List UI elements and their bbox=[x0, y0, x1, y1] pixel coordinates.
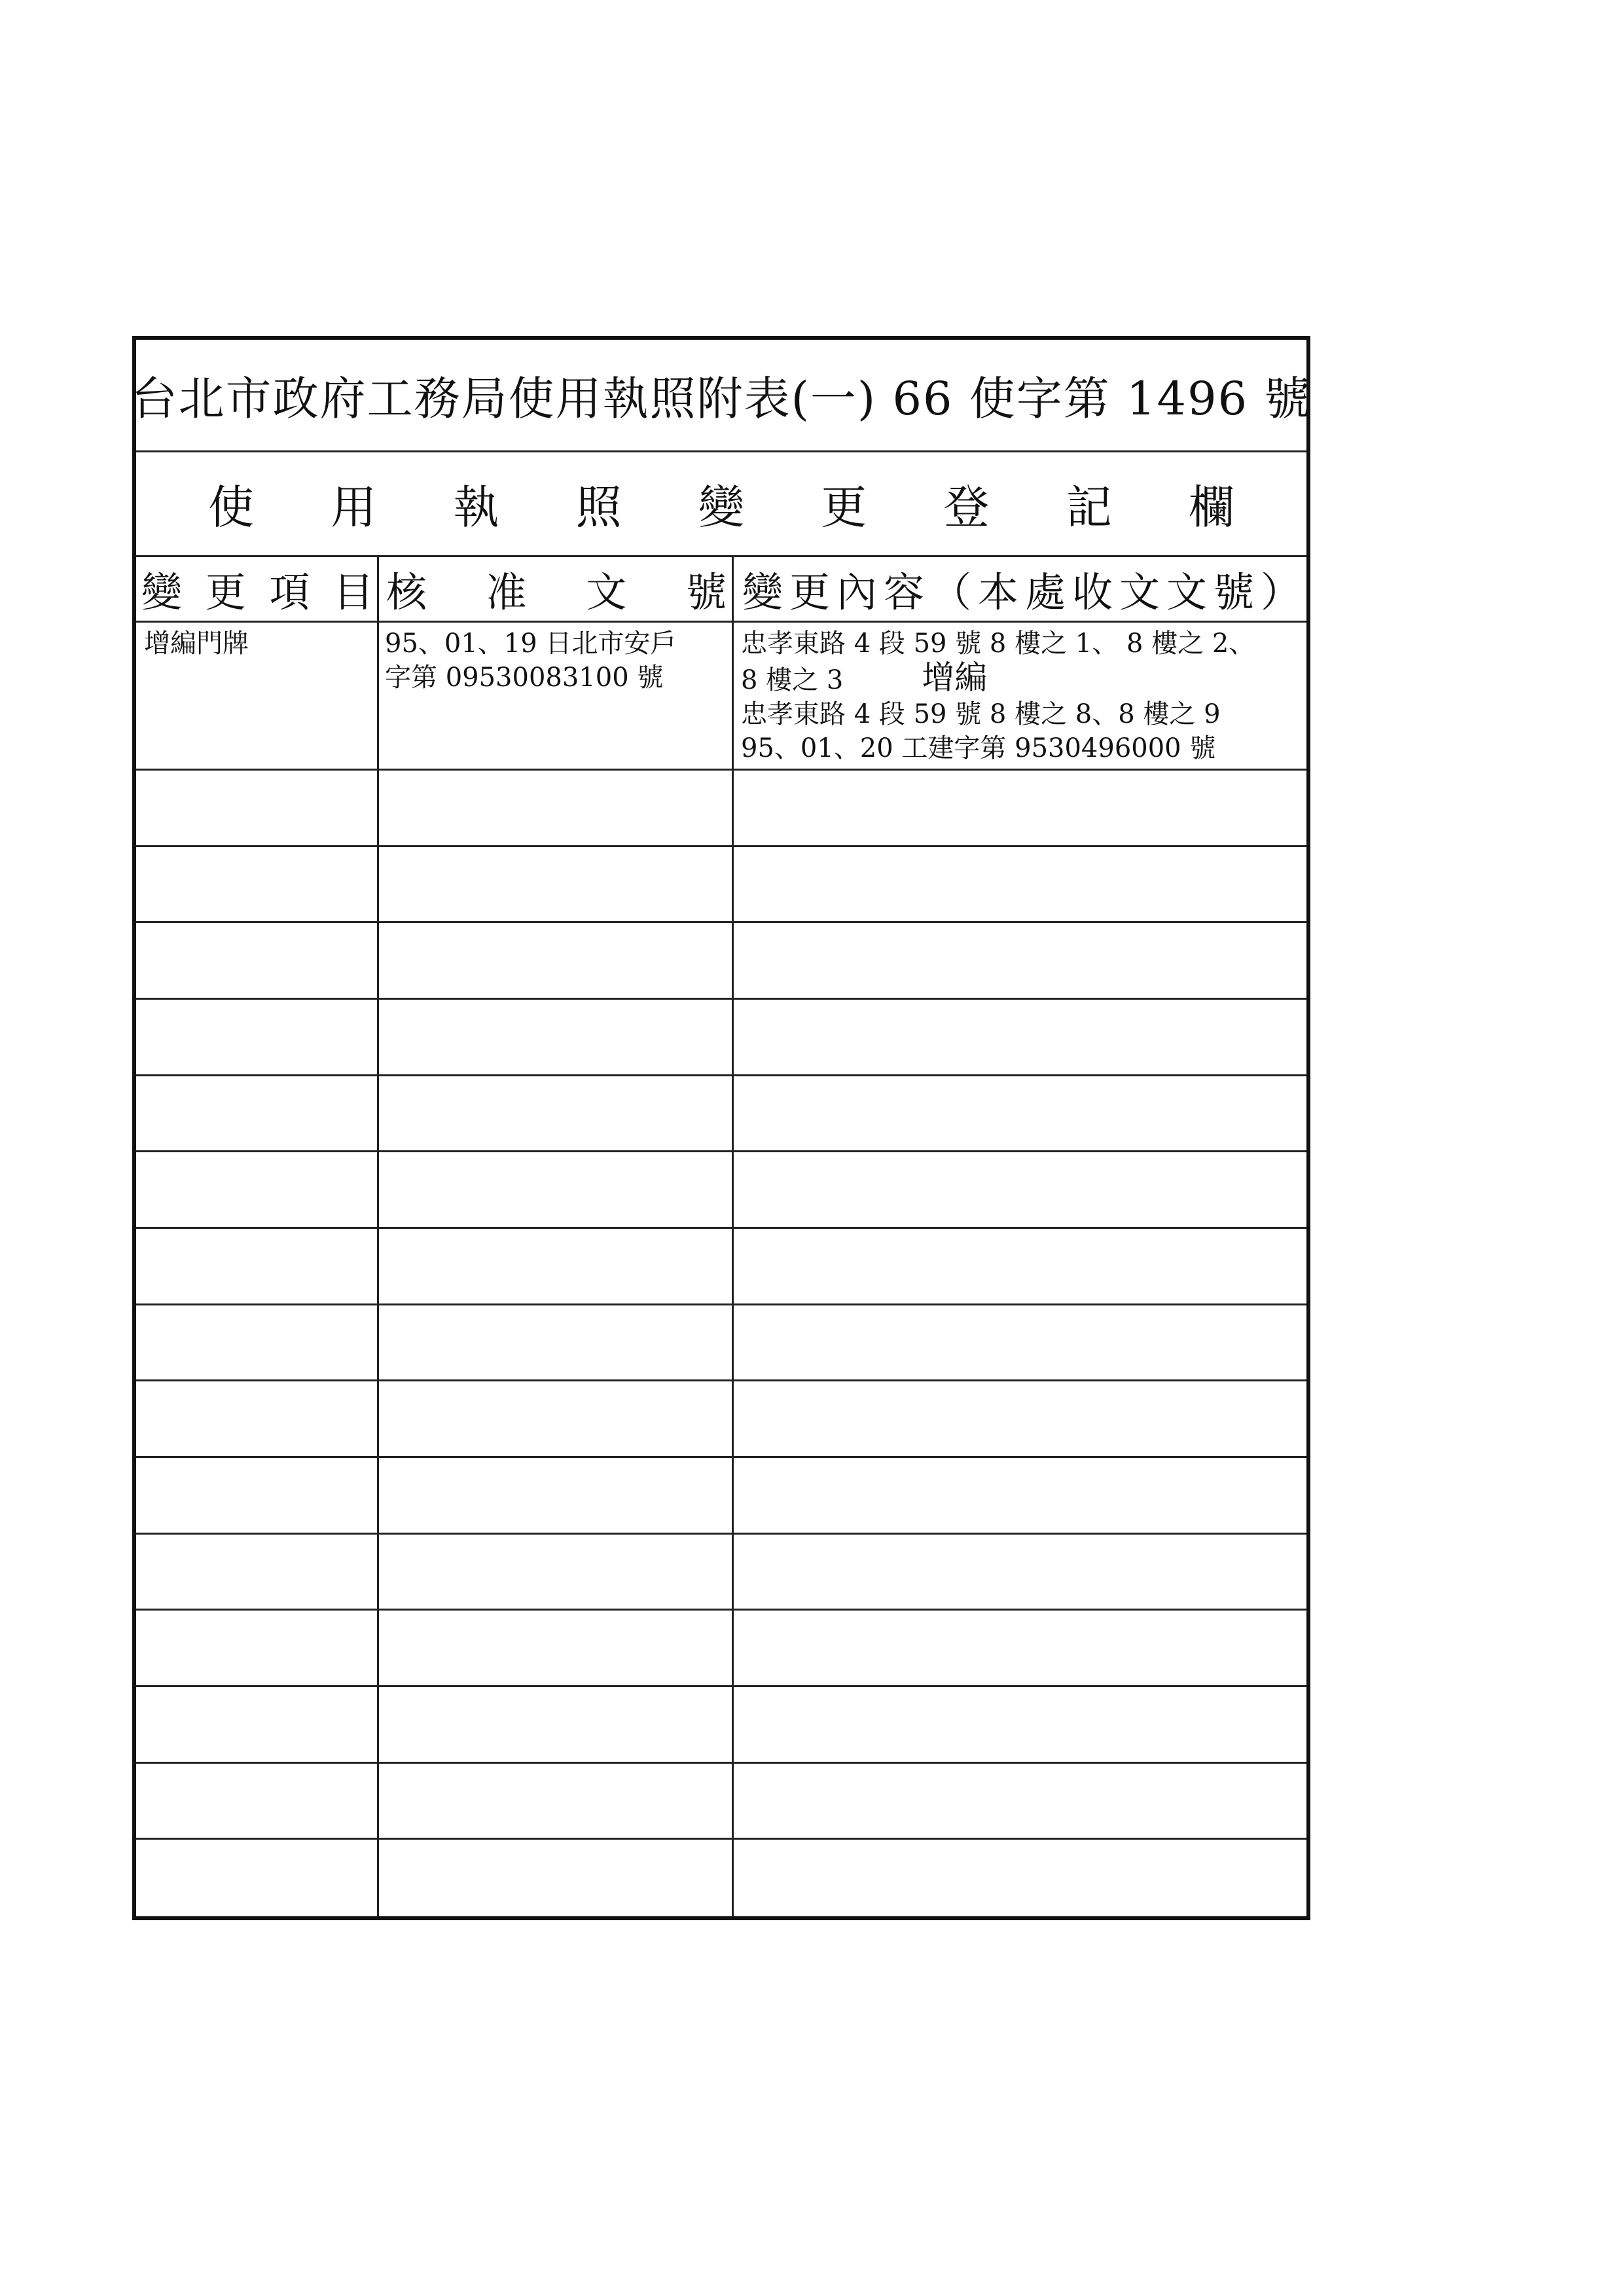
header-char: 目 bbox=[333, 568, 374, 616]
empty-table-row bbox=[136, 1458, 1306, 1535]
header-change-content: 變更內容（本處收文文號） bbox=[742, 568, 1308, 616]
table-row bbox=[136, 623, 1306, 771]
empty-table-row bbox=[136, 1840, 1306, 1916]
form-title: 台北市政府工務局使用執照附表(一) 66 使字第 1496 號 bbox=[131, 372, 1312, 426]
empty-table-row bbox=[136, 1076, 1306, 1153]
header-approval-no bbox=[386, 557, 727, 621]
header-char: 變 bbox=[141, 568, 183, 616]
empty-table-row bbox=[136, 923, 1306, 1000]
subtitle-char: 變 bbox=[698, 481, 744, 534]
empty-table-row bbox=[136, 1305, 1306, 1382]
change-record-table bbox=[136, 557, 1306, 1916]
empty-table-row bbox=[136, 1000, 1306, 1076]
empty-table-row bbox=[136, 1381, 1306, 1458]
subtitle-char: 照 bbox=[575, 481, 622, 534]
approval-no-line: 95、01、19 日北市安戶 bbox=[385, 629, 677, 659]
header-char: 號 bbox=[685, 568, 727, 616]
table-header bbox=[136, 557, 1306, 623]
empty-table-row bbox=[136, 1611, 1306, 1687]
subtitle-char: 更 bbox=[821, 481, 867, 534]
title-row bbox=[131, 340, 1312, 452]
header-change-item bbox=[141, 557, 374, 621]
empty-table-row bbox=[136, 847, 1306, 924]
usage-permit-form bbox=[132, 336, 1310, 1920]
change-content-cell bbox=[741, 627, 1307, 765]
approval-no-line: 字第 09530083100 號 bbox=[385, 663, 664, 693]
empty-table-row bbox=[136, 771, 1306, 847]
empty-table-row bbox=[136, 1535, 1306, 1611]
subtitle-char: 用 bbox=[331, 481, 377, 534]
subtitle-char: 欄 bbox=[1189, 481, 1234, 534]
content-line: 忠孝東路 4 段 59 號 8 樓之 1、 8 樓之 2、 bbox=[741, 629, 1255, 659]
empty-table-row bbox=[136, 1152, 1306, 1229]
header-char: 項 bbox=[269, 568, 310, 616]
content-line-prefix: 8 樓之 3 bbox=[741, 665, 844, 695]
content-line: 忠孝東路 4 段 59 號 8 樓之 8、8 樓之 9 bbox=[741, 699, 1221, 729]
subtitle-row bbox=[136, 452, 1306, 557]
content-line: 95、01、20 工建字第 9530496000 號 bbox=[741, 733, 1216, 763]
subtitle-char: 執 bbox=[453, 481, 499, 534]
header-char: 文 bbox=[586, 568, 627, 616]
approval-no-cell bbox=[385, 627, 732, 695]
empty-table-row bbox=[136, 1687, 1306, 1764]
header-char: 更 bbox=[205, 568, 246, 616]
content-line bbox=[741, 661, 1307, 697]
subtitle-char: 記 bbox=[1066, 481, 1112, 534]
empty-table-row bbox=[136, 1764, 1306, 1840]
subtitle-char: 使 bbox=[208, 481, 254, 534]
subtitle-char: 登 bbox=[943, 481, 990, 534]
change-item-cell: 增編門牌 bbox=[144, 629, 249, 659]
content-emphasis: 增編 bbox=[922, 659, 988, 697]
empty-table-row bbox=[136, 1229, 1306, 1305]
header-char: 准 bbox=[486, 568, 527, 616]
header-char: 核 bbox=[386, 568, 427, 616]
